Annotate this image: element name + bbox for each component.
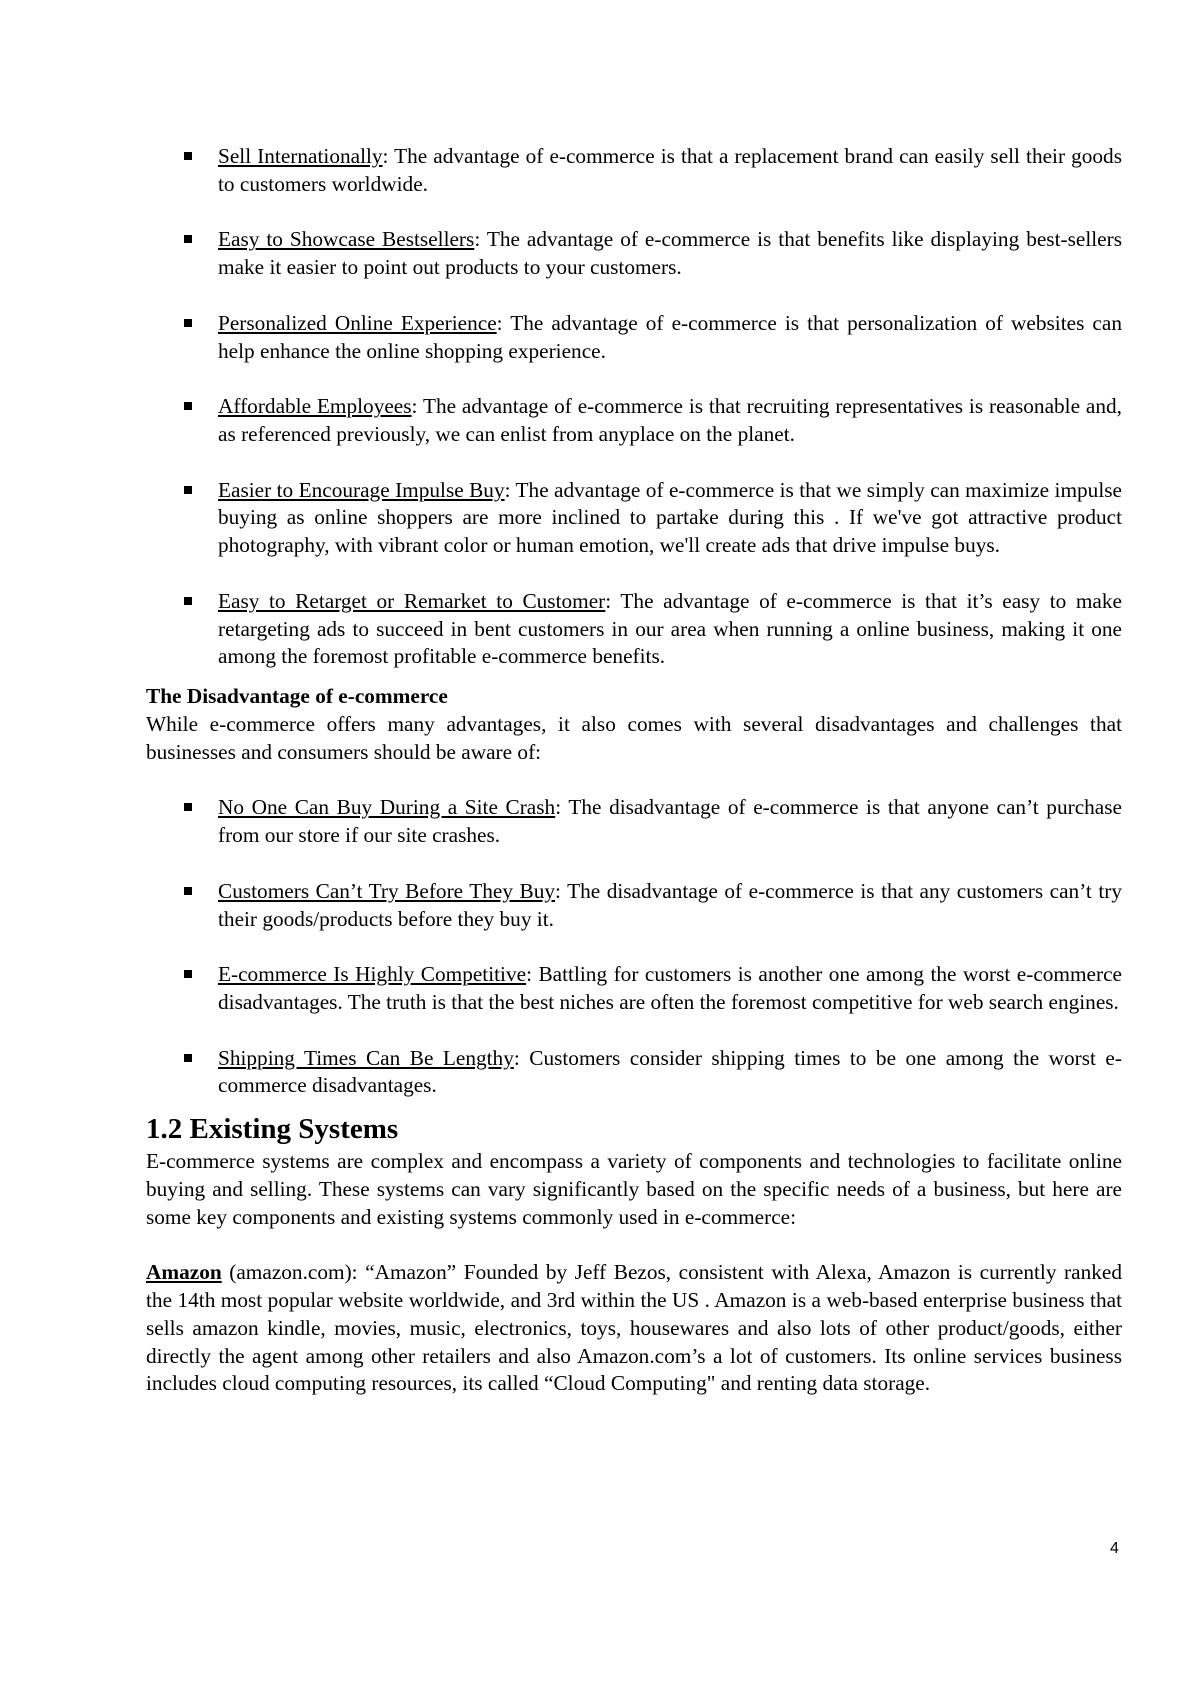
amazon-text: (amazon.com): “Amazon” Founded by Jeff Bezos, consistent with Alexa, Amazon is currently ranked the 14th most popular website worldwide, and 3rd within the US . Amazon is a web-based enterprise business that sells amazon kindle, movies, music, electronics, toys, housewares and also lots of other product/goods, either directly the agent among other retailers and also Amazon.com’s a lot of customers. Its online services business includes cloud computing resources, its called “Cloud Computing" and renting data storage.	[146, 1260, 1122, 1396]
list-item-term: Customers Can’t Try Before They Buy	[218, 878, 556, 903]
disadvantage-heading: The Disadvantage of e-commerce	[146, 684, 448, 709]
bullet-square-icon	[184, 152, 192, 160]
list-item-term: Easy to Retarget or Remarket to Customer	[218, 588, 606, 613]
list-item-term: Easier to Encourage Impulse Buy	[218, 477, 505, 502]
list-item-text: : The advantage of e-commerce is that recruiting representatives is reasonable and, as referenced previously, we can enlist from anyplace on the planet.	[218, 394, 1122, 446]
bullet-square-icon	[184, 319, 192, 327]
list-item-text: : The advantage of e-commerce is that personalization of websites can help enhance the online shopping experience.	[218, 310, 1122, 363]
list-item-text: : Battling for customers is another one among the worst e-commerce disadvantages. The truth is that the best niches are often the foremost competitive for web search engines.	[218, 962, 1123, 1014]
page-content	[146, 143, 1122, 1398]
list-item-text: : The disadvantage of e-commerce is that anyone can’t purchase from our store if our site crashes.	[218, 795, 1122, 848]
advantages-list	[146, 143, 1122, 671]
list-item-text: : The advantage of e-commerce is that a replacement brand can easily sell their goods to customers worldwide.	[218, 144, 1122, 196]
list-item-term: Personalized Online Experience	[218, 310, 497, 335]
disadvantages-list	[146, 794, 1122, 1100]
list-item-term: Sell Internationally	[218, 144, 383, 168]
list-item-text: : The advantage of e-commerce is that it’s easy to make retargeting ads to succeed in bent customers in our area when running a online business, making it one among the foremost profitable e-commerce benefits.	[218, 588, 1122, 669]
amazon-name: Amazon	[146, 1260, 222, 1285]
list-item	[146, 310, 1122, 366]
existing-systems-intro: E-commerce systems are complex and encompass a variety of components and technologies to facilitate online buying and selling. These systems can vary significantly based on the specific needs of a business, but here are some key components and existing systems commonly used in e-commerce:	[146, 1149, 1122, 1229]
list-item	[146, 961, 1122, 1017]
list-item-text: : Customers consider shipping times to be one among the worst e-commerce disadvantages.	[218, 1045, 1122, 1098]
bullet-square-icon	[184, 486, 192, 494]
list-item	[146, 588, 1122, 671]
page-number: 4	[1110, 1540, 1119, 1557]
list-item-term: E-commerce Is Highly Competitive	[218, 962, 527, 987]
bullet-square-icon	[184, 803, 192, 811]
list-item	[146, 1045, 1122, 1101]
list-item-term: No One Can Buy During a Site Crash	[218, 795, 556, 820]
section-heading: 1.2 Existing Systems	[146, 1113, 399, 1146]
list-item	[146, 226, 1122, 282]
list-item-text: : The advantage of e-commerce is that benefits like displaying best-sellers make it easier to point out products to your customers.	[218, 227, 1123, 280]
bullet-square-icon	[184, 235, 192, 243]
list-item-text: : The advantage of e-commerce is that we simply can maximize impulse buying as online shoppers are more inclined to partake during this . If we've got attractive product photography, with vibrant color or human emotion, we'll create ads that drive impulse buys.	[218, 477, 1122, 558]
disadvantage-intro: While e-commerce offers many advantages, it also comes with several disadvantages and challenges that businesses and consumers should be aware of:	[146, 711, 1122, 764]
list-item	[146, 143, 1122, 199]
bullet-square-icon	[184, 1054, 192, 1062]
list-item-text: : The disadvantage of e-commerce is that any customers can’t try their goods/products before they buy it.	[218, 878, 1122, 931]
amazon-paragraph	[146, 1259, 1122, 1398]
bullet-square-icon	[184, 597, 192, 605]
bullet-square-icon	[184, 887, 192, 895]
list-item	[146, 393, 1122, 449]
list-item-term: Affordable Employees	[218, 394, 412, 419]
list-item	[146, 794, 1122, 850]
list-item	[146, 477, 1122, 560]
bullet-square-icon	[184, 402, 192, 410]
list-item-term: Easy to Showcase Bestsellers	[218, 227, 475, 252]
bullet-square-icon	[184, 970, 192, 978]
list-item	[146, 878, 1122, 934]
list-item-term: Shipping Times Can Be Lengthy	[218, 1045, 514, 1070]
